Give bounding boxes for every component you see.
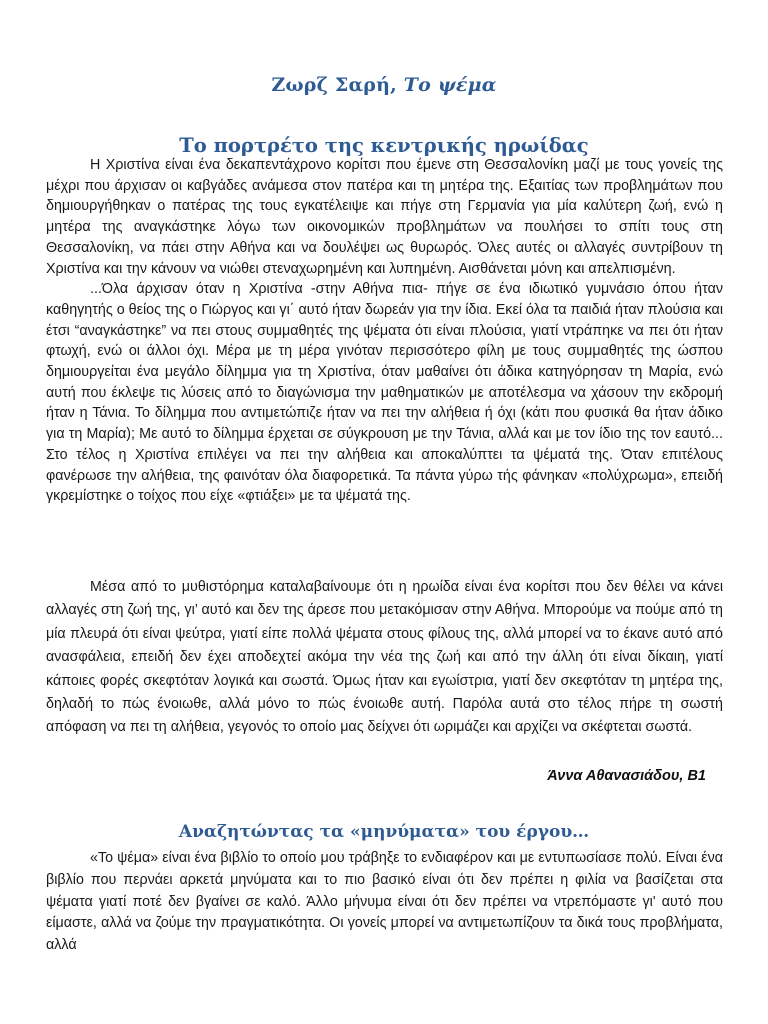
section-heading-messages: Αναζητώντας τα «μηνύματα» του έργου… (178, 822, 590, 842)
title-book: Το ψέμα (403, 74, 497, 96)
document-title (0, 74, 768, 96)
analysis-paragraph: Μέσα από το μυθιστόρημα καταλαβαίνουμε ότι η ηρωίδα είναι ένα κορίτσι που δεν θέλει να κάνει αλλαγές στη ζωή της, γι’ αυτό και δεν της άρεσε που μετακόμισαν στην Αθήνα. Μπορούμε να πούμε από τη μία πλευρά ότι είναι ψεύτρα, γιατί είπε πολλά ψέματα στους φίλους της, αλλά μπορεί να το έκανε αυτό από ανασφάλεια, επειδή δεν έχει αποδεχτεί ακόμα την νέα της ζωή και από την άλλη ότι είναι δίκαιη, γιατί κάποιες φορές σκεφτόταν λογικά και σωστά. Όμως ήταν και εγωίστρια, γιατί δεν σκεφτόταν τη μητέρα της, δηλαδή το πώς ένοιωθε, αλλά μόνο το πώς ένοιωθε αυτή. Παρόλα αυτά στο τέλος πήρε τη σωστή απόφαση να πει τη αλήθεια, γεγονός το οποίο μας δείχνει ότι ωριμάζει και αρχίζει να σκέφτεται σωστά. (46, 579, 723, 736)
portrait-paragraph-2: ...Όλα άρχισαν όταν η Χριστίνα -στην Αθήνα πια- πήγε σε ένα ιδιωτικό γυμνάσιο όπου ήταν καθηγητής ο θείος της ο Γιώργος και γι΄ αυτό ήταν δωρεάν για την ίδια. Εκεί όλα τα παιδιά ήταν πλούσια και έτσι “αναγκάστηκε” να πει στους συμμαθητές της ψέματα ότι είναι πλούσια, γιατί ντράπηκε να πει ότι ήταν φτωχή, ενώ οι άλλοι όχι. Μέρα με τη μέρα γινόταν περισσότερο φίλη με τους συμμαθητές της ώσπου δημιουργείται ένα μεγάλο δίλημμα για τη Χριστίνα, όταν μαθαίνει ότι άδικα κατηγόρησαν τη Μαρία, ενώ αυτή που έκλεψε τις λύσεις από το διαγώνισμα την μαθηματικών με αποτέλεσμα να χάσουν την εκδρομή ήταν η Τάνια. Το δίλημμα που αντιμετώπιζε ήταν να πει την αλήθεια ή όχι (κάτι που φυσικά θα ήταν άδικο για τη Μαρία); Με αυτό το δίλημμα έρχεται σε σύγκρουση με την Τάνια, αλλά και με τον ίδιο της τον εαυτό... Στο τέλος η Χριστίνα επιλέγει να πει την αλήθεια και αποκαλύπτει τα ψέματά της. Όταν επιτέλους φανέρωσε την αλήθεια, της φαινόταν όλα διαφορετικά. Τα πάντα γύρω τής φάνηκαν «πολύχρωμα», επειδή γκρεμίστηκε ο τοίχος που είχε «φτιάξει» με τα ψέματά της. (46, 281, 723, 505)
section-heading-portrait: Το πορτρέτο της κεντρικής ηρωίδας (179, 134, 589, 157)
messages-paragraph: «Το ψέμα» είναι ένα βιβλίο το οποίο μου τράβηξε το ενδιαφέρον και με εντυπωσίασε πολύ. Είναι ένα βιβλίο που περνάει αρκετά μηνύματα και το πιο βασικό είναι ότι δεν πρέπει η φιλία να βασίζεται στα ψέματα γιατί ποτέ δεν βγαίνει σε καλό. Άλλο μήνυμα είναι ότι δεν πρέπει να ντρεπόμαστε γι' αυτό που είμαστε, αλλά να ζούμε την πραγματικότητα. Οι γονείς μπορεί να αντιμετωπίζουν τα δικά τους προβλήματα, αλλά (46, 850, 723, 954)
analysis-body (46, 576, 723, 740)
portrait-paragraph-1: Η Χριστίνα είναι ένα δεκαπεντάχρονο κορίτσι που έμενε στη Θεσσαλονίκη μαζί με τους γονείς της μέχρι που άρχισαν οι καβγάδες ανάμεσα στον πατέρα και τη μητέρα της. Εξαιτίας των προβλημάτων που δημιουργήθηκαν ο πατέρας της τους εγκατέλειψε και πήγε στη Γερμανία για μία καλύτερη ζωή, ενώ η μητέρα της αναγκάστηκε λόγω των οικονομικών προβλημάτων να πουλήσει το σπίτι τους στη Θεσσαλονίκη, να πάει στην Αθήνα και να δουλέψει ως θυρωρός. Όλες αυτές οι αλλαγές συντρίβουν τη Χριστίνα και την κάνουν να νιώθει στεναχωρημένη και λυπημένη. Αισθάνεται μόνη και απελπισμένη. (46, 157, 723, 277)
title-author: Ζωρζ Σαρή, (271, 74, 404, 96)
messages-body (46, 848, 723, 957)
author-signature: Άννα Αθανασιάδου, Β1 (547, 768, 706, 784)
portrait-body (46, 155, 723, 507)
